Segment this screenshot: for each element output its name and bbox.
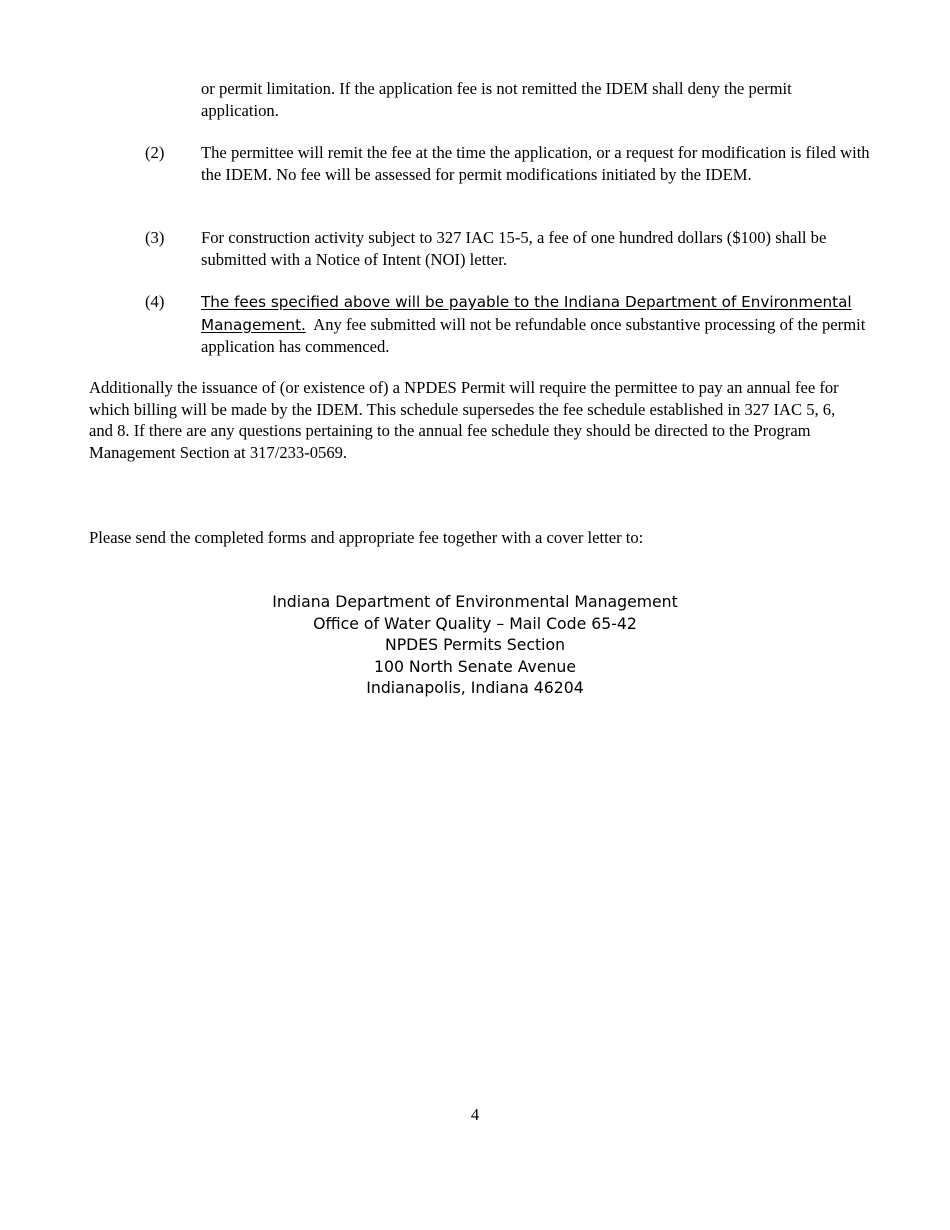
- address-line-office: Office of Water Quality – Mail Code 65-42: [313, 613, 637, 633]
- refund-statement: Any fee submitted will not be refundable once substantive processing of the permit application has commenced.: [201, 314, 866, 357]
- send-instruction: Please send the completed forms and appropriate fee together with a cover letter to:: [89, 528, 644, 547]
- list-item-text: The permittee will remit the fee at the time the application, or a request for modification is filed with the IDEM. No fee will be assessed for permit modifications initiated by the IDEM.: [201, 143, 870, 184]
- address-line-organization: Indiana Department of Environmental Management: [272, 592, 678, 611]
- list-item-number: (3): [145, 228, 165, 247]
- list-item-text: [201, 291, 871, 358]
- continued-paragraph: or permit limitation. If the application fee is not remitted the IDEM shall deny the permit application.: [201, 79, 792, 120]
- page-number: 4: [470, 1105, 480, 1124]
- list-item-text: For construction activity subject to 327 IAC 15-5, a fee of one hundred dollars ($100) shall be submitted with a Notice of Intent (NOI) letter.: [201, 228, 827, 269]
- list-item-number: (4): [145, 292, 165, 311]
- list-item-number: (2): [145, 143, 165, 162]
- address-line-city: Indianapolis, Indiana 46204: [366, 678, 584, 698]
- mailing-address: [150, 591, 800, 699]
- payable-to-statement: The fees specified above will be payable to the Indiana Department of Environmental Management.: [201, 293, 852, 334]
- address-line-street: 100 North Senate Avenue: [373, 656, 577, 676]
- annual-fee-paragraph: Additionally the issuance of (or existence of) a NPDES Permit will require the permittee to pay an annual fee for which billing will be made by the IDEM. This schedule supersedes the fee schedule established in 327 IAC 5, 6, and 8. If there are any questions pertaining to the annual fee schedule they should be directed to the Program Management Section at 317/233-0569.: [89, 378, 839, 462]
- address-line-section: NPDES Permits Section: [384, 635, 566, 655]
